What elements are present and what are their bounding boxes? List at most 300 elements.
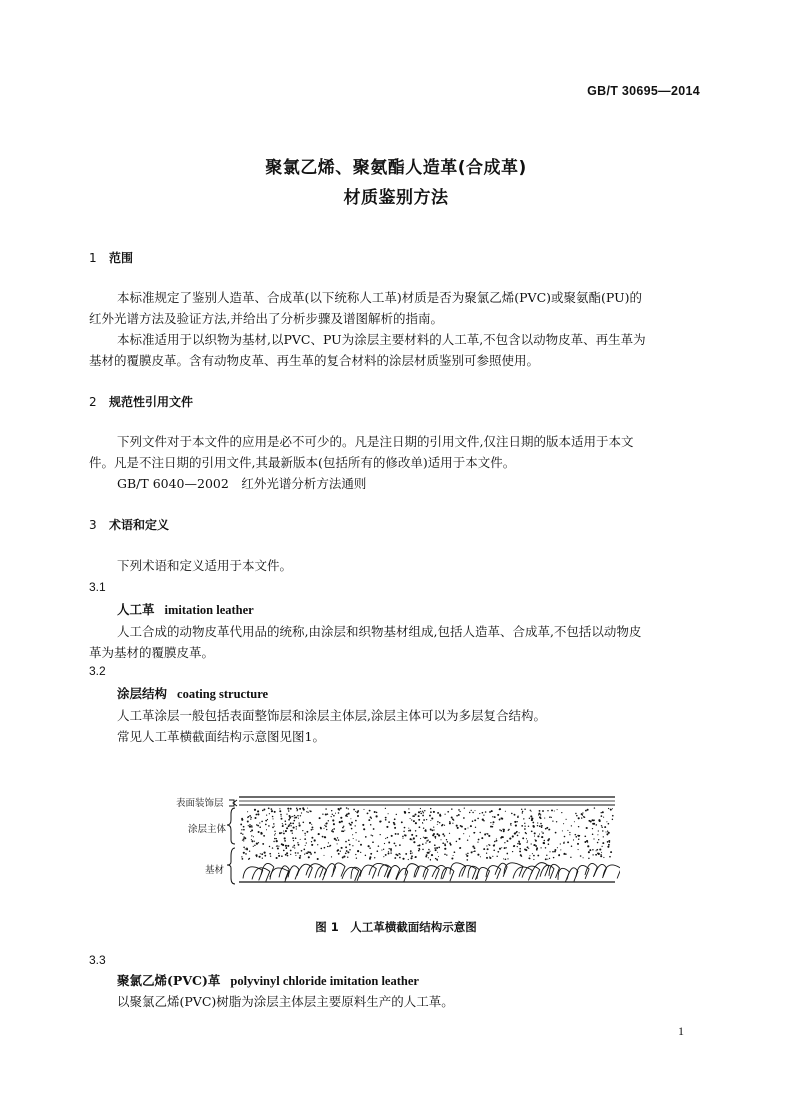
coating-particle bbox=[578, 817, 580, 819]
coating-particle bbox=[283, 830, 284, 831]
coating-particle bbox=[380, 834, 381, 835]
coating-particle bbox=[324, 847, 326, 849]
coating-particle bbox=[243, 836, 244, 837]
coating-particle bbox=[353, 838, 354, 839]
coating-particle bbox=[449, 822, 451, 824]
coating-particle bbox=[291, 816, 292, 817]
coating-particle bbox=[363, 828, 365, 830]
coating-particle bbox=[592, 849, 594, 851]
coating-particle bbox=[413, 841, 415, 843]
coating-particle bbox=[525, 849, 527, 851]
coating-particle bbox=[367, 812, 369, 814]
coating-particle bbox=[379, 821, 381, 823]
coating-particle bbox=[497, 851, 499, 853]
coating-particle bbox=[524, 826, 525, 827]
coating-particle bbox=[472, 846, 474, 848]
coating-particle bbox=[583, 857, 584, 858]
coating-particle bbox=[287, 808, 289, 810]
fiber-strand bbox=[558, 868, 569, 882]
coating-particle bbox=[326, 829, 327, 830]
coating-particle bbox=[509, 838, 511, 840]
coating-particle bbox=[567, 841, 569, 843]
coating-particle bbox=[402, 838, 403, 839]
coating-particle bbox=[413, 837, 415, 839]
coating-particle bbox=[506, 847, 507, 848]
term-title bbox=[117, 600, 254, 618]
coating-particle bbox=[397, 854, 399, 856]
coating-particle bbox=[342, 827, 344, 829]
coating-particle bbox=[299, 822, 300, 823]
coating-particle bbox=[300, 815, 301, 816]
coating-particle bbox=[541, 825, 543, 827]
coating-particle bbox=[557, 847, 558, 848]
coating-particle bbox=[603, 817, 604, 818]
coating-particle bbox=[594, 807, 595, 808]
coating-particle bbox=[280, 814, 282, 816]
coating-particle bbox=[511, 813, 513, 815]
coating-particle bbox=[411, 839, 412, 840]
coating-particle bbox=[554, 810, 555, 811]
coating-particle bbox=[311, 837, 313, 839]
coating-particle bbox=[348, 813, 350, 815]
coating-particle bbox=[429, 841, 431, 843]
coating-particle bbox=[243, 826, 245, 828]
coating-particle bbox=[434, 847, 436, 849]
coating-particle bbox=[584, 835, 586, 837]
coating-particle bbox=[575, 813, 576, 814]
coating-particle bbox=[563, 823, 564, 824]
coating-particle bbox=[292, 823, 294, 825]
coating-particle bbox=[456, 841, 458, 843]
coating-particle bbox=[446, 839, 447, 840]
coating-particle bbox=[442, 833, 444, 835]
coating-particle bbox=[251, 839, 252, 840]
coating-particle bbox=[432, 830, 434, 832]
coating-particle bbox=[493, 845, 495, 847]
coating-particle bbox=[377, 850, 379, 852]
coating-particle bbox=[428, 849, 430, 851]
coating-particle bbox=[385, 854, 387, 856]
coating-particle bbox=[546, 855, 547, 856]
coating-particle bbox=[276, 838, 277, 839]
coating-particle bbox=[489, 856, 490, 857]
coating-particle bbox=[535, 839, 536, 840]
coating-particle bbox=[331, 856, 332, 857]
coating-particle bbox=[319, 817, 321, 819]
coating-particle bbox=[257, 813, 259, 815]
coating-particle bbox=[610, 851, 612, 853]
coating-particle bbox=[436, 847, 438, 849]
coating-particle bbox=[456, 815, 458, 817]
coating-particle bbox=[417, 845, 418, 846]
coating-particle bbox=[358, 841, 359, 842]
coating-particle bbox=[274, 838, 276, 840]
coating-particle bbox=[408, 812, 409, 813]
coating-particle bbox=[274, 811, 276, 813]
coating-particle bbox=[290, 822, 292, 824]
coating-particle bbox=[270, 856, 271, 857]
coating-particle bbox=[584, 841, 586, 843]
coating-particle bbox=[531, 811, 532, 812]
coating-particle bbox=[430, 811, 432, 813]
coating-particle bbox=[503, 829, 505, 831]
coating-particle bbox=[505, 858, 507, 860]
coating-particle bbox=[480, 856, 481, 857]
coating-particle bbox=[423, 827, 424, 828]
coating-particle bbox=[241, 856, 242, 857]
coating-particle bbox=[403, 831, 404, 832]
coating-particle bbox=[507, 858, 508, 859]
coating-particle bbox=[272, 847, 273, 848]
coating-particle bbox=[249, 824, 250, 825]
coating-particle bbox=[453, 855, 454, 856]
coating-particle bbox=[472, 812, 473, 813]
coating-particle bbox=[272, 818, 273, 819]
coating-particle bbox=[243, 840, 244, 841]
fiber-strand bbox=[540, 865, 554, 879]
coating-particle bbox=[340, 807, 342, 809]
coating-particle bbox=[245, 848, 246, 849]
coating-particle bbox=[381, 850, 382, 851]
coating-particle bbox=[488, 835, 490, 837]
coating-particle bbox=[439, 822, 440, 823]
coating-particle bbox=[312, 829, 313, 830]
coating-particle bbox=[305, 835, 306, 836]
coating-particle bbox=[302, 830, 303, 831]
coating-particle bbox=[540, 823, 542, 825]
coating-dots bbox=[240, 807, 613, 861]
coating-particle bbox=[408, 828, 409, 829]
term-en: polyvinyl chloride imitation leather bbox=[230, 974, 419, 988]
coating-particle bbox=[569, 832, 570, 833]
coating-particle bbox=[274, 831, 275, 832]
coating-particle bbox=[449, 842, 451, 844]
fiber-strand bbox=[342, 867, 359, 881]
coating-particle bbox=[299, 857, 301, 859]
paragraph-line: 常见人工革横截面结构示意图见图1。 bbox=[117, 729, 325, 744]
coating-particle bbox=[467, 853, 469, 855]
coating-particle bbox=[273, 841, 274, 842]
coating-particle bbox=[350, 824, 352, 826]
coating-particle bbox=[466, 859, 468, 861]
coating-particle bbox=[311, 824, 312, 825]
coating-particle bbox=[527, 846, 529, 848]
coating-particle bbox=[294, 847, 295, 848]
coating-particle bbox=[496, 840, 498, 842]
coating-particle bbox=[277, 847, 279, 849]
coating-particle bbox=[518, 815, 519, 816]
coating-particle bbox=[439, 815, 441, 817]
term-number: 3.2 bbox=[89, 664, 106, 678]
fiber-strand bbox=[243, 867, 263, 881]
coating-particle bbox=[560, 843, 561, 844]
coating-particle bbox=[532, 822, 534, 824]
coating-particle bbox=[581, 817, 582, 818]
term-zh: 聚氯乙烯(PVC)革 bbox=[117, 973, 221, 988]
coating-particle bbox=[430, 808, 431, 809]
coating-particle bbox=[311, 841, 312, 842]
coating-particle bbox=[521, 825, 523, 827]
coating-particle bbox=[317, 858, 319, 860]
coating-particle bbox=[513, 845, 515, 847]
coating-particle bbox=[286, 813, 287, 814]
coating-particle bbox=[528, 826, 529, 827]
coating-particle bbox=[413, 820, 415, 822]
paragraph-line: 以聚氯乙烯(PVC)树脂为涂层主体层主要原料生产的人工革。 bbox=[117, 994, 454, 1009]
coating-particle bbox=[266, 815, 267, 816]
coating-particle bbox=[250, 831, 251, 832]
section-title: 范围 bbox=[109, 251, 134, 265]
coating-particle bbox=[514, 833, 515, 834]
coating-particle bbox=[240, 833, 242, 835]
fiber-strand bbox=[504, 863, 523, 877]
coating-particle bbox=[328, 842, 329, 843]
coating-particle bbox=[496, 838, 497, 839]
coating-particle bbox=[494, 841, 496, 843]
coating-particle bbox=[556, 821, 557, 822]
standard-number: GB/T 30695—2014 bbox=[587, 84, 700, 98]
coating-particle bbox=[273, 823, 275, 825]
coating-particle bbox=[282, 844, 284, 846]
coating-particle bbox=[492, 816, 493, 817]
coating-particle bbox=[269, 813, 270, 814]
coating-particle bbox=[339, 821, 341, 823]
coating-particle bbox=[493, 821, 495, 823]
coating-particle bbox=[293, 840, 294, 841]
coating-particle bbox=[595, 854, 597, 856]
coating-particle bbox=[249, 826, 251, 828]
coating-particle bbox=[411, 834, 413, 836]
coating-particle bbox=[383, 849, 384, 850]
coating-particle bbox=[604, 826, 606, 828]
coating-particle bbox=[430, 829, 432, 831]
coating-particle bbox=[437, 833, 439, 835]
coating-particle bbox=[337, 843, 338, 844]
coating-particle bbox=[356, 839, 357, 840]
coating-particle bbox=[609, 856, 611, 858]
coating-particle bbox=[490, 822, 491, 823]
coating-particle bbox=[433, 826, 434, 827]
coating-particle bbox=[422, 815, 424, 817]
coating-particle bbox=[570, 857, 571, 858]
figure-caption: 图 1 人工革横截面结构示意图 bbox=[315, 920, 477, 934]
paragraph-line: 本标准规定了鉴别人造革、合成革(以下统称人工革)材质是否为聚氯乙烯(PVC)或聚氨酯(PU)的 bbox=[117, 290, 642, 305]
coating-particle bbox=[442, 842, 444, 844]
coating-particle bbox=[549, 858, 550, 859]
coating-particle bbox=[322, 814, 323, 815]
coating-particle bbox=[263, 809, 265, 811]
coating-particle bbox=[250, 817, 251, 818]
coating-particle bbox=[600, 855, 602, 857]
coating-particle bbox=[274, 826, 275, 827]
coating-particle bbox=[607, 831, 608, 832]
coating-particle bbox=[428, 852, 430, 854]
coating-particle bbox=[415, 830, 416, 831]
figure-label-surface: 表面装饰层 bbox=[176, 798, 224, 809]
coating-particle bbox=[397, 833, 399, 835]
coating-particle bbox=[449, 833, 450, 834]
coating-particle bbox=[442, 824, 444, 826]
coating-particle bbox=[592, 854, 593, 855]
coating-particle bbox=[250, 818, 251, 819]
coating-particle bbox=[437, 821, 439, 823]
coating-particle bbox=[515, 832, 517, 834]
coating-particle bbox=[552, 851, 554, 853]
coating-particle bbox=[258, 842, 259, 843]
coating-particle bbox=[464, 807, 465, 808]
coating-particle bbox=[299, 808, 301, 810]
coating-particle bbox=[333, 823, 335, 825]
coating-particle bbox=[390, 852, 391, 853]
coating-particle bbox=[350, 818, 351, 819]
coating-particle bbox=[338, 839, 339, 840]
coating-particle bbox=[430, 859, 431, 860]
coating-particle bbox=[522, 811, 523, 812]
coating-particle bbox=[265, 824, 267, 826]
coating-particle bbox=[340, 817, 342, 819]
coating-particle bbox=[589, 849, 591, 851]
coating-particle bbox=[465, 829, 466, 830]
coating-particle bbox=[458, 814, 460, 816]
coating-particle bbox=[249, 858, 251, 860]
coating-particle bbox=[309, 822, 311, 824]
coating-particle bbox=[512, 851, 513, 852]
coating-particle bbox=[292, 816, 293, 817]
coating-particle bbox=[597, 842, 599, 844]
coating-particle bbox=[545, 858, 547, 860]
coating-particle bbox=[241, 819, 243, 821]
coating-particle bbox=[269, 846, 270, 847]
coating-particle bbox=[338, 809, 340, 811]
coating-particle bbox=[487, 833, 489, 835]
coating-particle bbox=[334, 838, 336, 840]
coating-particle bbox=[578, 838, 579, 839]
coating-particle bbox=[483, 820, 485, 822]
coating-particle bbox=[265, 820, 267, 822]
coating-particle bbox=[510, 825, 511, 826]
coating-particle bbox=[325, 808, 327, 810]
coating-particle bbox=[296, 808, 298, 810]
coating-particle bbox=[437, 852, 438, 853]
coating-particle bbox=[295, 852, 297, 854]
coating-particle bbox=[306, 842, 307, 843]
coating-particle bbox=[405, 835, 407, 837]
term-zh: 人工革 bbox=[117, 602, 155, 617]
coating-particle bbox=[399, 857, 401, 859]
coating-particle bbox=[527, 842, 528, 843]
coating-particle bbox=[515, 825, 517, 827]
coating-particle bbox=[325, 826, 327, 828]
coating-particle bbox=[546, 827, 548, 829]
coating-particle bbox=[452, 823, 453, 824]
coating-particle bbox=[447, 841, 448, 842]
coating-particle bbox=[248, 816, 249, 817]
coating-particle bbox=[290, 808, 292, 810]
coating-particle bbox=[431, 817, 433, 819]
coating-particle bbox=[474, 850, 476, 852]
coating-particle bbox=[601, 815, 603, 817]
coating-particle bbox=[499, 809, 501, 811]
coating-particle bbox=[444, 844, 446, 846]
coating-particle bbox=[459, 847, 460, 848]
coating-particle bbox=[251, 840, 253, 842]
coating-particle bbox=[254, 841, 255, 842]
coating-particle bbox=[349, 823, 350, 824]
coating-particle bbox=[268, 825, 270, 827]
coating-particle bbox=[279, 832, 281, 834]
coating-particle bbox=[332, 819, 334, 821]
coating-particle bbox=[249, 851, 250, 852]
coating-particle bbox=[322, 836, 324, 838]
coating-particle bbox=[588, 858, 589, 859]
coating-particle bbox=[387, 837, 388, 838]
coating-particle bbox=[438, 834, 440, 836]
coating-particle bbox=[268, 807, 270, 809]
coating-particle bbox=[584, 816, 586, 818]
coating-particle bbox=[415, 814, 417, 816]
coating-particle bbox=[424, 810, 425, 811]
coating-particle bbox=[346, 807, 348, 809]
coating-particle bbox=[314, 852, 316, 854]
coating-particle bbox=[437, 824, 438, 825]
coating-particle bbox=[296, 828, 297, 829]
coating-particle bbox=[347, 857, 348, 858]
coating-particle bbox=[311, 829, 313, 831]
coating-particle bbox=[571, 846, 572, 847]
coating-particle bbox=[269, 853, 271, 855]
coating-particle bbox=[408, 859, 409, 860]
coating-particle bbox=[422, 823, 423, 824]
coating-particle bbox=[491, 810, 493, 812]
coating-particle bbox=[539, 825, 541, 827]
coating-particle bbox=[489, 811, 491, 813]
coating-particle bbox=[371, 834, 372, 835]
coating-particle bbox=[429, 815, 431, 817]
coating-particle bbox=[267, 819, 268, 820]
coating-particle bbox=[271, 810, 273, 812]
coating-particle bbox=[257, 810, 259, 812]
coating-particle bbox=[489, 844, 491, 846]
coating-particle bbox=[610, 809, 612, 811]
section-title: 术语和定义 bbox=[109, 518, 170, 532]
coating-particle bbox=[385, 817, 387, 819]
coating-particle bbox=[433, 833, 435, 835]
coating-particle bbox=[388, 821, 390, 823]
coating-particle bbox=[311, 844, 313, 846]
coating-particle bbox=[419, 826, 421, 828]
coating-particle bbox=[304, 838, 306, 840]
coating-particle bbox=[603, 836, 604, 837]
coating-particle bbox=[337, 850, 339, 852]
coating-particle bbox=[410, 857, 412, 859]
coating-particle bbox=[608, 840, 610, 842]
reference-line: GB/T 6040—2002 红外光谱分析方法通则 bbox=[117, 476, 367, 491]
page-number: 1 bbox=[678, 1024, 684, 1038]
coating-particle bbox=[365, 855, 366, 856]
coating-particle bbox=[352, 834, 353, 835]
coating-particle bbox=[499, 829, 500, 830]
coating-particle bbox=[289, 815, 291, 817]
coating-particle bbox=[285, 845, 287, 847]
figure-label-coating: 涂层主体 bbox=[188, 824, 227, 835]
coating-particle bbox=[426, 840, 427, 841]
coating-particle bbox=[291, 830, 293, 832]
coating-particle bbox=[504, 842, 505, 843]
coating-particle bbox=[555, 832, 557, 834]
coating-particle bbox=[356, 811, 358, 813]
coating-particle bbox=[262, 843, 264, 845]
coating-particle bbox=[492, 856, 493, 857]
